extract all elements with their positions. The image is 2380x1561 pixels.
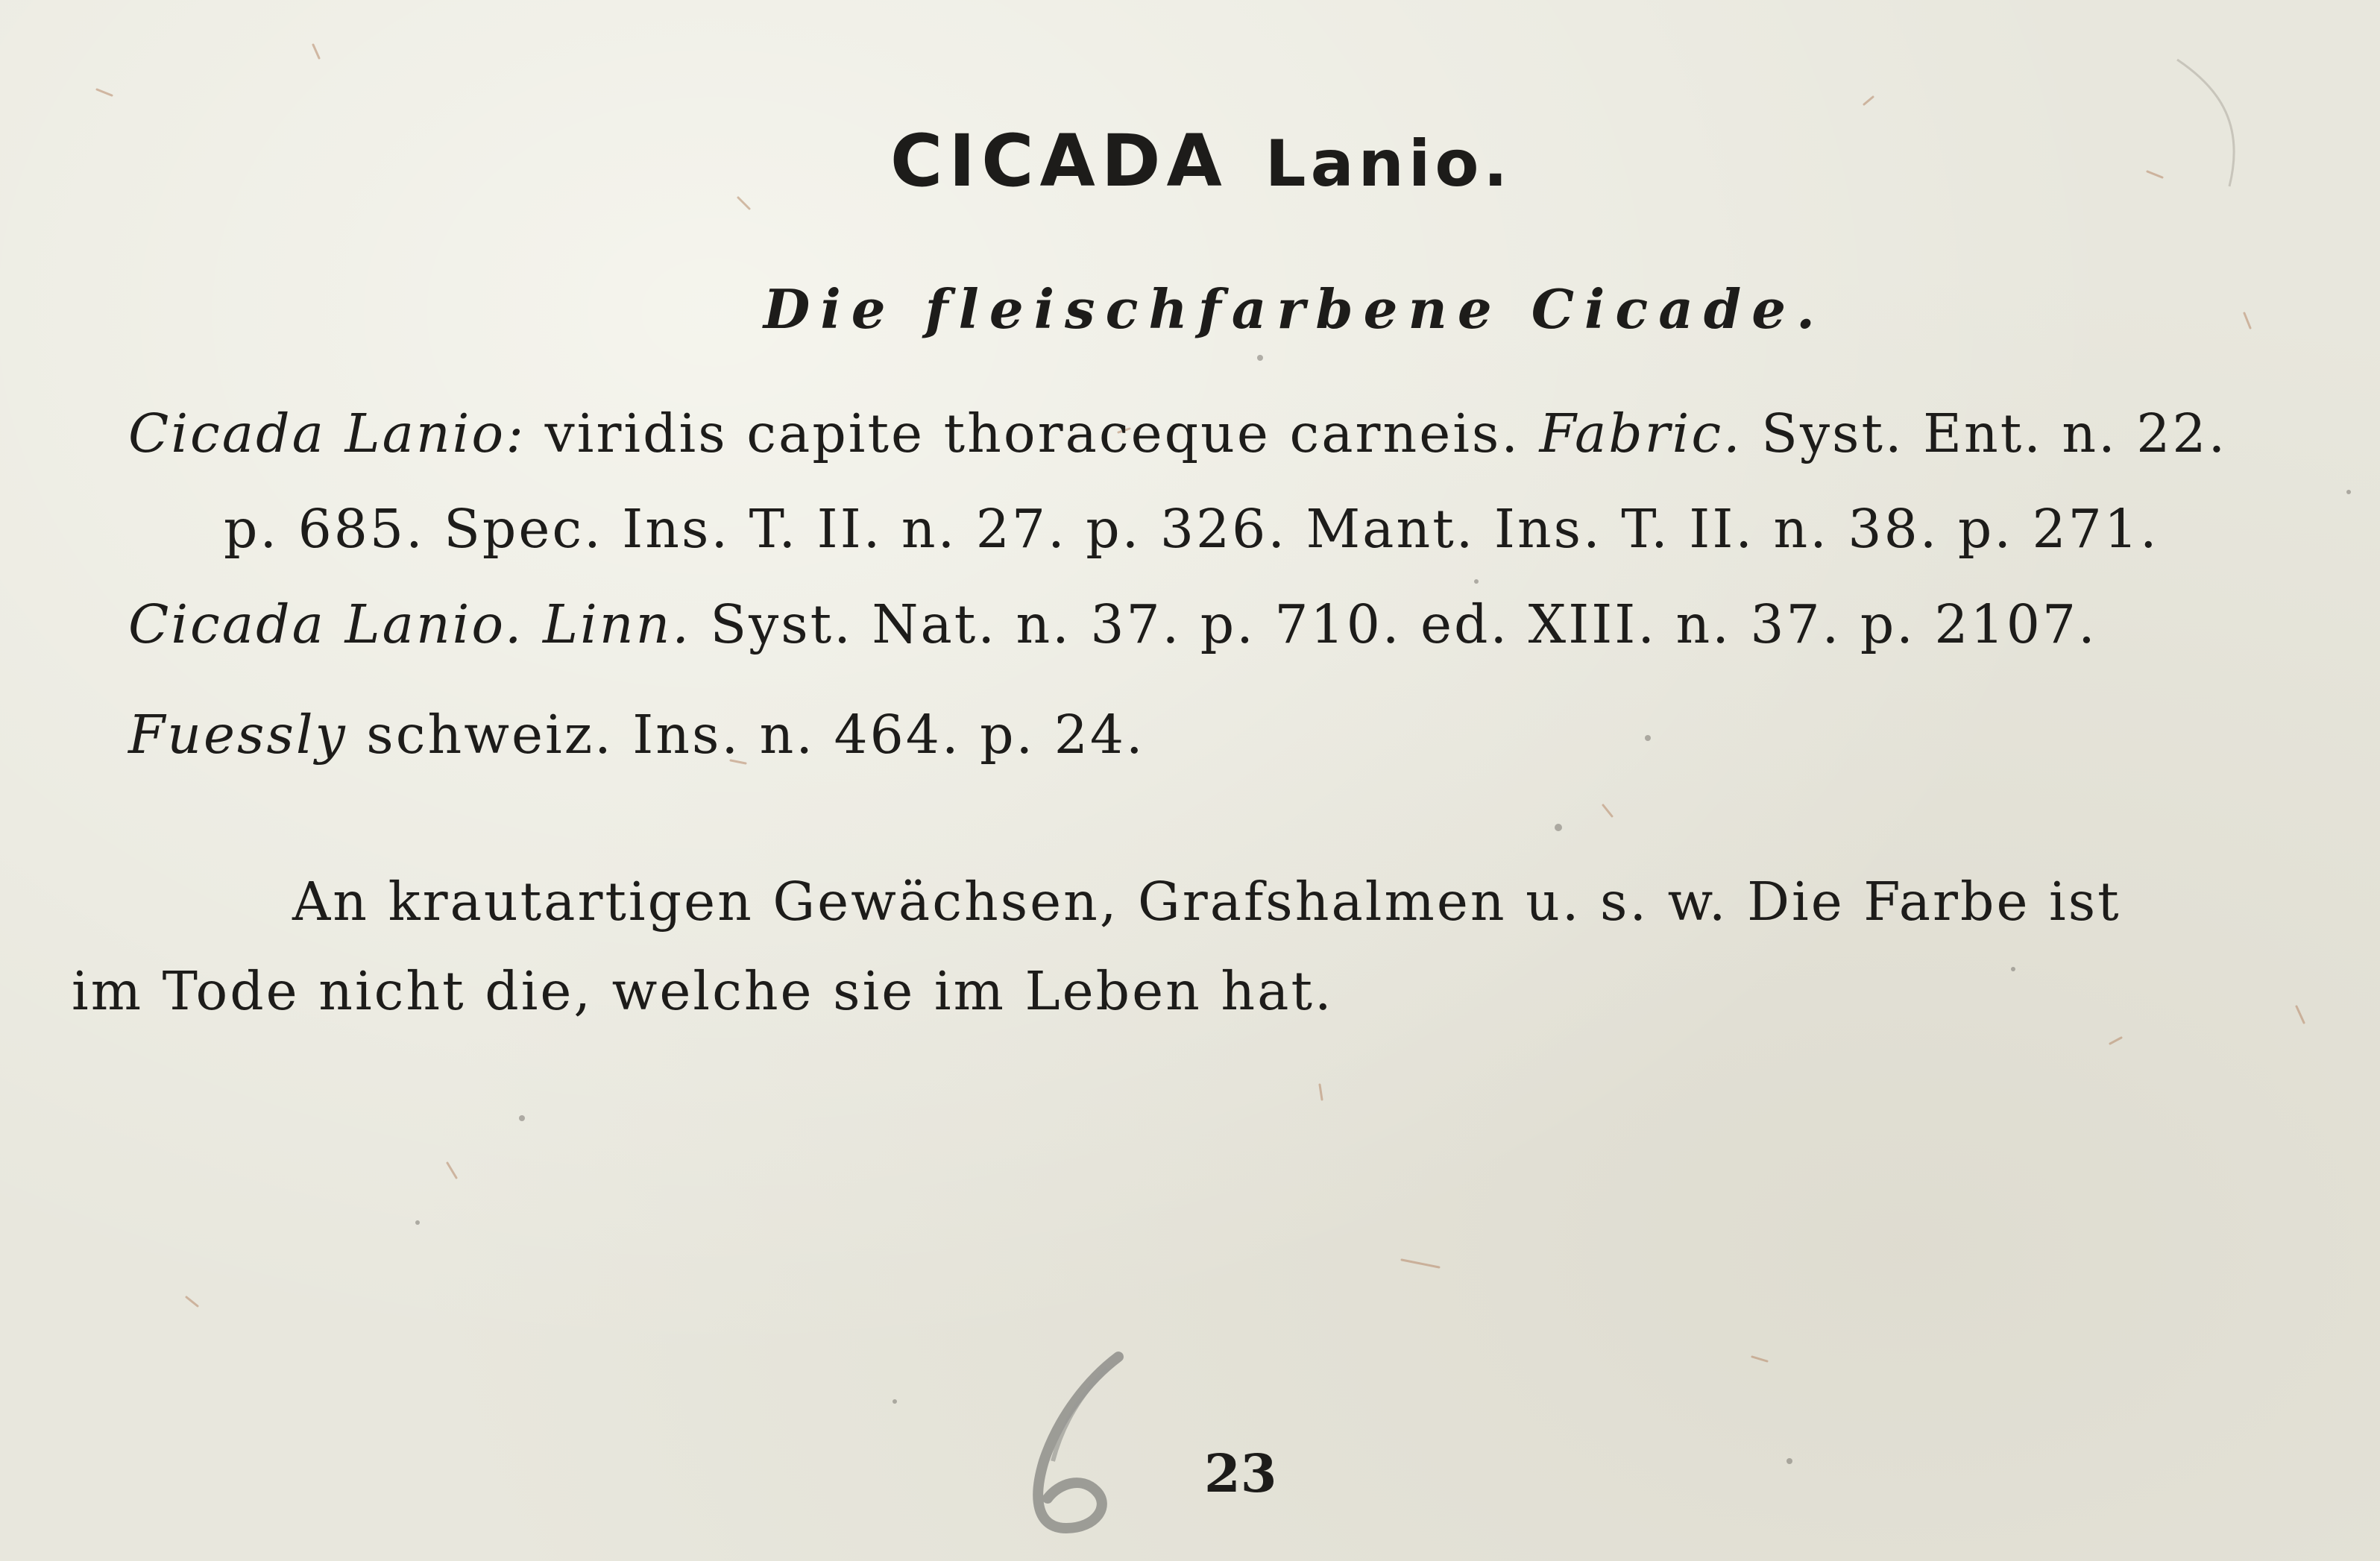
pencil-mark xyxy=(1007,1349,1141,1543)
species-name: Lanio. xyxy=(1265,127,1513,201)
reference-text: p. 685. Spec. Ins. T. II. n. 27. p. 326. Mant. Ins. T. II. n. 38. p. 271. xyxy=(224,498,2159,560)
reference-text: Syst. Nat. n. 37. p. 710. ed. XIII. n. 37. p. 2107. xyxy=(690,593,2097,655)
reference-text: schweiz. Ins. n. 464. p. 24. xyxy=(347,704,1145,766)
page-title xyxy=(0,119,2380,203)
synonymy-line xyxy=(128,593,2097,655)
author-name: Fuessly xyxy=(128,704,347,766)
taxon-name: Cicada Lanio. xyxy=(128,593,524,655)
synonymy-line xyxy=(128,704,1145,766)
genus-name: CICADA xyxy=(890,119,1228,203)
author-name: Fabric. xyxy=(1539,403,1742,464)
diagnosis-text: viridis capite thoraceque carneis. xyxy=(526,403,1540,464)
description-line: im Tode nicht die, welche sie im Leben hat. xyxy=(72,960,1334,1022)
taxon-name: Cicada Lanio: xyxy=(128,403,526,464)
reference-text: Syst. Ent. n. 22. xyxy=(1742,403,2228,464)
description-line: An krautartigen Gewächsen, Grafshalmen u. s. w. Die Farbe ist xyxy=(292,871,2121,933)
synonymy-line xyxy=(224,498,2159,560)
author-name: Linn. xyxy=(523,593,691,655)
page-number: 23 xyxy=(1204,1442,1277,1504)
synonymy-line xyxy=(128,403,2227,464)
common-name-subtitle: Die fleischfarbene Cicade. xyxy=(763,277,1826,341)
